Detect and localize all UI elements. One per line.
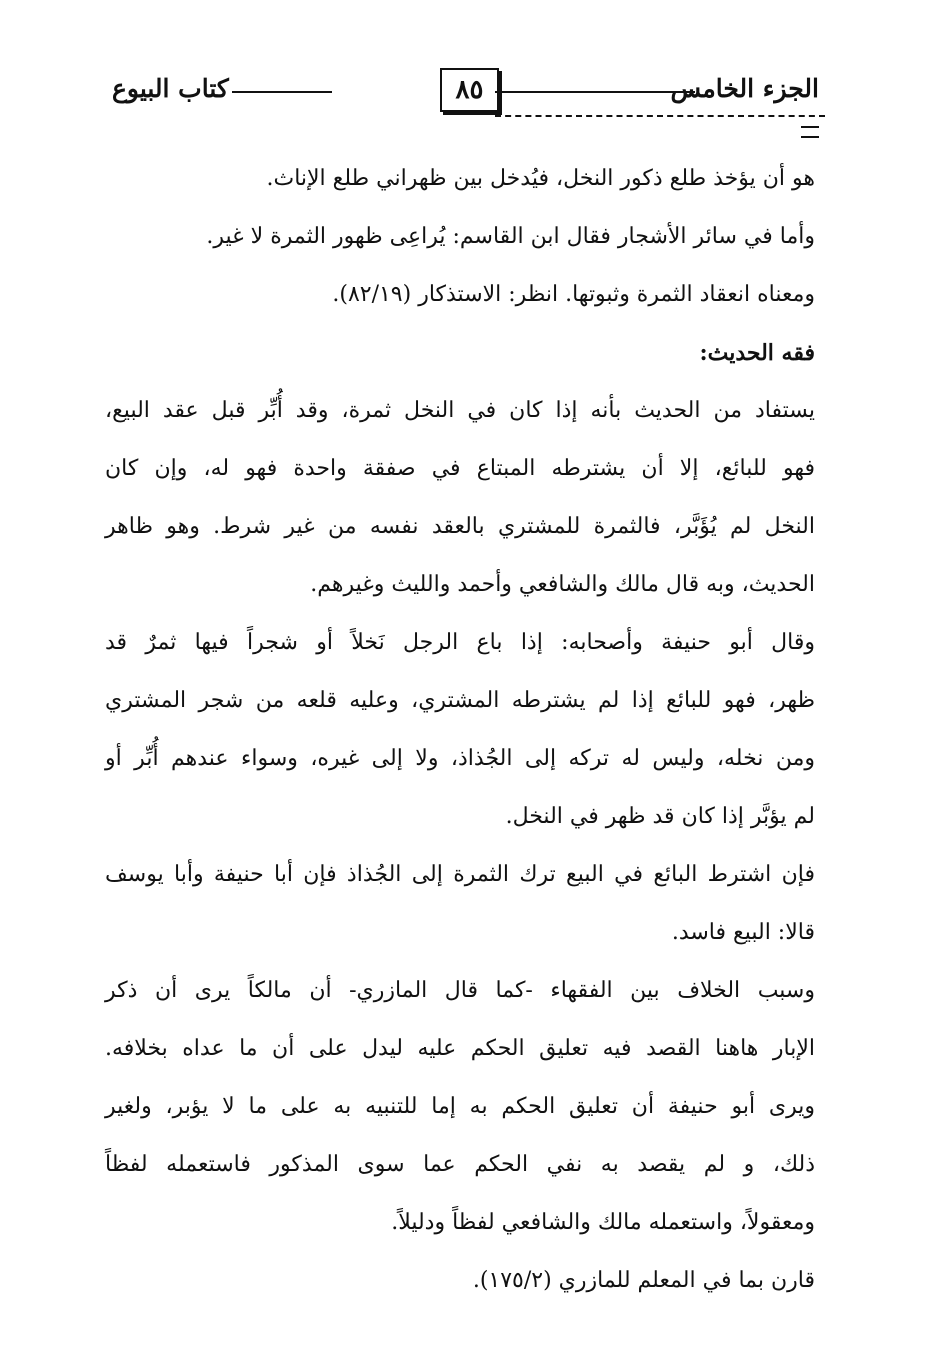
body-line: ظهر، فهو للبائع إذا لم يشترطه المشتري، وعليه قلعه من شجر المشتري [105, 688, 815, 713]
body-line: قالا: البيع فاسد. [671, 920, 815, 945]
body-line: لم يؤبَّر إذا كان قد ظهر في النخل. [505, 804, 815, 829]
header-double-mark [801, 126, 819, 138]
book-title: كتاب البيوع [112, 74, 229, 103]
body-line: يستفاد من الحديث بأنه إذا كان في النخل ثمرة، وقد أُبِّر قبل عقد البيع، [105, 398, 815, 423]
body-line: ومعناه انعقاد الثمرة وثبوتها. انظر: الاستذكار (٨٢/١٩). [332, 282, 815, 307]
body-line: وقال أبو حنيفة وأصحابه: إذا باع الرجل نَخلاً أو شجراً فيها ثمرٌ قد [105, 630, 815, 655]
body-line: هو أن يؤخذ طلع ذكور النخل، فيُدخل بين ظهراني طلع الإناث. [266, 166, 815, 191]
body-line: النخل لم يُؤَبَّر، فالثمرة للمشتري بالعقد نفسه من غير شرط. وهو ظاهر [105, 514, 815, 539]
header-dashed-rule [495, 115, 825, 117]
reference-line: قارن بما في المعلم للمازري (١٧٥/٢). [472, 1268, 815, 1293]
body-line: الإبار هاهنا القصد فيه تعليق الحكم عليه ليدل على أن ما عداه بخلافه. [105, 1036, 815, 1061]
body-line: فإن اشترط البائع في البيع ترك الثمرة إلى الجُذاذ فإن أبا حنيفة وأبا يوسف [105, 862, 815, 887]
volume-title: الجزء الخامس [670, 74, 819, 103]
header-rule [232, 91, 332, 93]
body-line: وأما في سائر الأشجار فقال ابن القاسم: يُراعِى ظهور الثمرة لا غير. [206, 224, 815, 249]
header-rule [495, 91, 695, 93]
body-line: ويرى أبو حنيفة أن تعليق الحكم به إما للتنبيه به على ما لا يؤبر، ولغير [105, 1094, 815, 1119]
body-line: فهو للبائع، إلا أن يشترطه المبتاع في صفقة واحدة فهو له، وإن كان [105, 456, 815, 481]
body-line: الحديث، وبه قال مالك والشافعي وأحمد والليث وغيرهم. [310, 572, 815, 597]
body-line: وسبب الخلاف بين الفقهاء -كما قال المازري- أن مالكاً يرى أن ذكر [105, 978, 815, 1003]
page-number: ٨٥ [440, 68, 499, 112]
body-line: ومن نخله، وليس له تركه إلى الجُذاذ، ولا إلى غيره، وسواء عندهم أُبِّر أو [105, 746, 815, 771]
body-line: ذلك، و لم يقصد به نفي الحكم عما سوى المذكور فاستعمله لفظاً [105, 1152, 815, 1177]
page-body [105, 150, 815, 1310]
page-header [100, 68, 825, 138]
body-line: ومعقولاً، واستعمله مالك والشافعي لفظاً ودليلاً. [391, 1210, 815, 1235]
section-heading: فقه الحديث: [699, 340, 815, 366]
